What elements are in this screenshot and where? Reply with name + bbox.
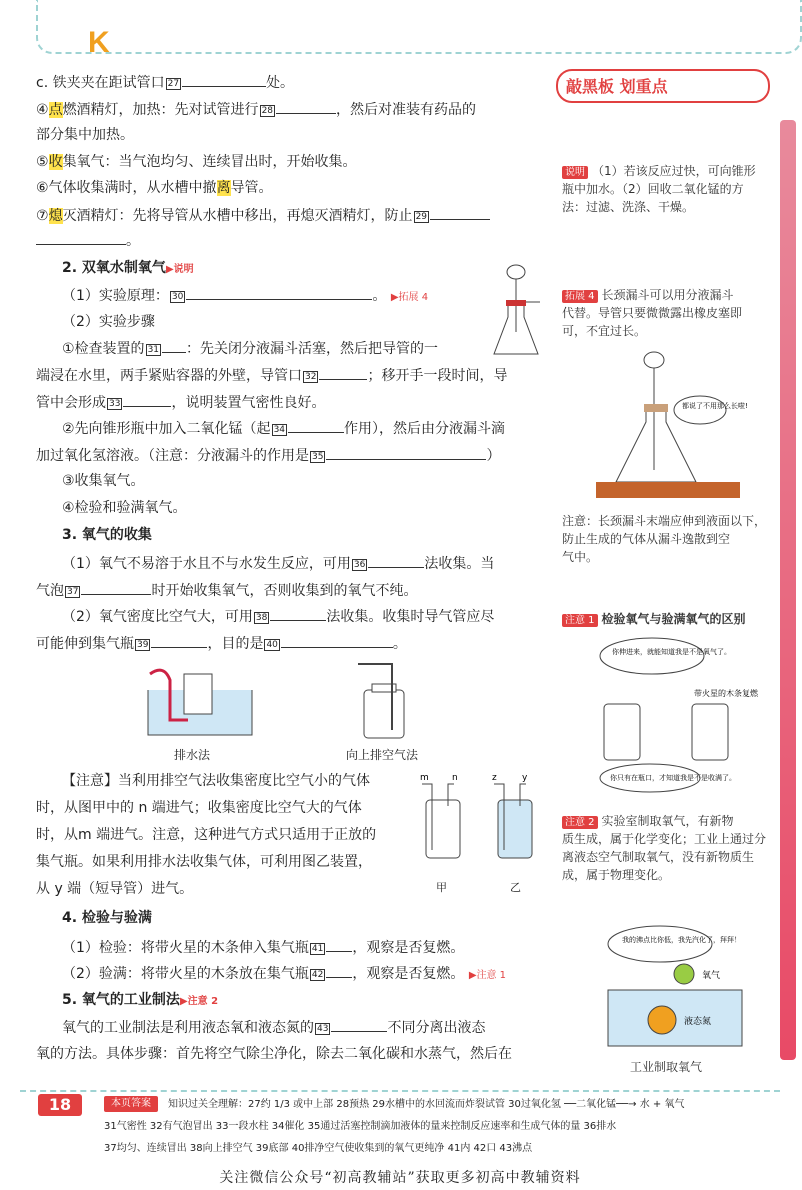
s2-step2b: 加过氧化氢溶液。（注意：分液漏斗的作用是 35 ） <box>36 445 500 466</box>
svg-text:氧气: 氧气 <box>702 971 721 981</box>
page-edge-tab <box>780 120 796 1060</box>
section-3-title: 3. 氧气的收集 <box>62 527 152 543</box>
line-29b: 。 <box>36 230 140 251</box>
sidebar-extension: 拓展 4 长颈漏斗可以用分液漏斗 代替。导管只要微微露出橡皮塞即 可，不宜过长。 <box>562 288 743 338</box>
industry-illustration <box>600 920 750 1050</box>
note-l3: 时，从m 端进气。注意，这种进气方式只适用于正放的 <box>36 827 377 843</box>
svg-text:m: m <box>420 773 429 783</box>
svg-text:n: n <box>452 773 458 783</box>
svg-text:带火星的木条复燃: 带火星的木条复燃 <box>694 689 758 698</box>
note-l2: 时，从图甲中的 n 端进气；收集密度比空气大的气体 <box>36 800 362 816</box>
svg-text:你只有在瓶口，才知道我是不是收满了。: 你只有在瓶口，才知道我是不是收满了。 <box>610 774 736 782</box>
s2-principle: （1）实验原理： 30 。 ▶拓展 4 <box>62 285 428 308</box>
svg-text:K: K <box>88 26 110 59</box>
s3-l1: （1）氧气不易溶于水且不与水发生反应，可用 36 法收集。当 <box>62 553 494 574</box>
svg-text:我的沸点比你低，我先汽化了，拜拜！: 我的沸点比你低，我先汽化了，拜拜！ <box>622 936 741 944</box>
air-collection-figure <box>350 660 420 742</box>
s2-step1c: 管中会形成 33 ，说明装置气密性良好。 <box>36 392 325 413</box>
sidebar-caution: 注意：长颈漏斗末端应伸到液面以下， 防止生成的气体从漏斗逸散到空 气中。 <box>562 514 767 564</box>
sidebar-note1: 注意 1 检验氧气与验满氧气的区别 <box>562 610 776 628</box>
svg-text:液态氮: 液态氮 <box>684 1017 712 1027</box>
flask-illustration <box>488 262 544 362</box>
water-collection-figure <box>140 660 260 742</box>
svg-text:你伸进来，就能知道我是不是氧气了。: 你伸进来，就能知道我是不是氧气了。 <box>612 648 731 656</box>
s2-step1: ①检查装置的 31 ：先关闭分液漏斗活塞，然后把导管的一 <box>62 338 438 359</box>
s5-l1: 氧气的工业制法是利用液态氧和液态氮的 43 不同分离出液态 <box>62 1017 485 1038</box>
note-l4: 集气瓶。如果利用排水法收集气体，可利用图乙装置， <box>36 854 372 870</box>
answers-row-2: 31气密性 32有气泡冒出 33一段水柱 34催化 35通过活塞控制滴加液体的量来控制反应速率和生成气体的量 36排水 <box>104 1121 617 1132</box>
s2-step4: ④检验和验满氧气。 <box>62 500 187 516</box>
sidebar-explain: 说明 （1）若该反应过快，可向锥形 瓶中加水。（2）回收二氧化锰的方 法：过滤、洗涤、干燥。 <box>562 164 756 214</box>
section-5-title: 5. 氧气的工业制法▶注意 2 <box>62 992 219 1008</box>
line-27: c. 铁夹夹在距试管口 27 处。 <box>36 72 294 93</box>
fig-air-label: 向上排空气法 <box>346 748 419 762</box>
s2-step2: ②先向锥形瓶中加入二氧化锰（起 34 作用），然后由分液漏斗滴 <box>62 418 505 439</box>
line-28: ④点燃酒精灯，加热：先对试管进行 28 ，然后对准装有药品的 <box>36 99 476 120</box>
bottles-jia-yi-figure <box>418 770 538 874</box>
answer-divider <box>20 1090 780 1094</box>
answers-row-1: 知识过关全理解：27约 1/3 或中上部 28预热 29水槽中的水回流而炸裂试管 30过氧化氢 ──二氧化锰──→ 水 + 氧气 <box>168 1099 685 1110</box>
fig-water-label: 排水法 <box>174 748 211 762</box>
sidebar-header: 敲黑板 划重点 <box>566 77 668 96</box>
sidebar-note2: 注意 2 实验室制取氧气，有新物 质生成，属于化学变化；工业上通过分 离液态空气制取氧气，没有新物质生 成，属于物理变化。 <box>562 814 767 882</box>
s2-steps: （2）实验步骤 <box>62 314 155 330</box>
footer-note: 关注微信公众号“初高教辅站”获取更多初高中教辅资料 <box>219 1170 581 1186</box>
note-l5: 从 y 端（短导管）进气。 <box>36 881 194 897</box>
step-remove: ⑥气体收集满时，从水槽中撤离导管。 <box>36 180 273 196</box>
section-2-title: 2. 双氧水制氧气▶说明 <box>62 260 194 276</box>
s5-l2: 氧的方法。具体步骤：首先将空气除尘净化，除去二氧化碳和水蒸气，然后在 <box>36 1046 512 1062</box>
industry-label: 工业制取氧气 <box>630 1060 703 1074</box>
fig-jia-label: 甲 <box>436 881 447 894</box>
answers-row-3: 37均匀、连续冒出 38向上排空气 39底部 40排净空气使收集到的氧气更纯净 41内 42口 43沸点 <box>104 1143 533 1154</box>
svg-text:z: z <box>492 773 497 783</box>
s2-step3: ③收集氧气。 <box>62 473 145 489</box>
s3-l4: 可能伸到集气瓶 39 ，目的是 40 。 <box>36 633 407 654</box>
answers-label: 本页答案 <box>104 1096 158 1112</box>
line-28b: 部分集中加热。 <box>36 127 134 143</box>
svg-text:都说了不用那么长啦!: 都说了不用那么长啦! <box>682 402 748 410</box>
page-number: 18 <box>38 1094 82 1116</box>
step-extinguish: ⑦熄灭酒精灯：先将导管从水槽中移出，再熄灭酒精灯，防止 29 <box>36 205 490 226</box>
s4-l1: （1）检验：将带火星的木条伸入集气瓶 41 ，观察是否复燃。 <box>62 937 464 958</box>
s3-l2: 气泡 37 时开始收集氧气，否则收集到的氧气不纯。 <box>36 580 417 601</box>
note-l1: 【注意】当利用排空气法收集密度比空气小的气体 <box>62 773 370 789</box>
fig-yi-label: 乙 <box>510 881 521 894</box>
step-collect: ⑤收集氧气：当气泡均匀、连续冒出时，开始收集。 <box>36 154 357 170</box>
svg-text:y: y <box>522 773 528 783</box>
s2-step1b: 端浸在水里，两手紧贴容器的外壁，导管口 32 ；移开手一段时间，导 <box>36 365 507 386</box>
brand-logo <box>68 26 168 59</box>
long-funnel-illustration <box>596 350 748 504</box>
test-vs-full-illustration <box>590 634 770 794</box>
s4-l2: （2）验满：将带火星的木条放在集气瓶 42 ，观察是否复燃。 ▶注意 1 <box>62 963 506 986</box>
section-4-title: 4. 检验与验满 <box>62 910 152 926</box>
s3-l3: （2）氧气密度比空气大，可用 38 法收集。收集时导气管应尽 <box>62 606 494 627</box>
